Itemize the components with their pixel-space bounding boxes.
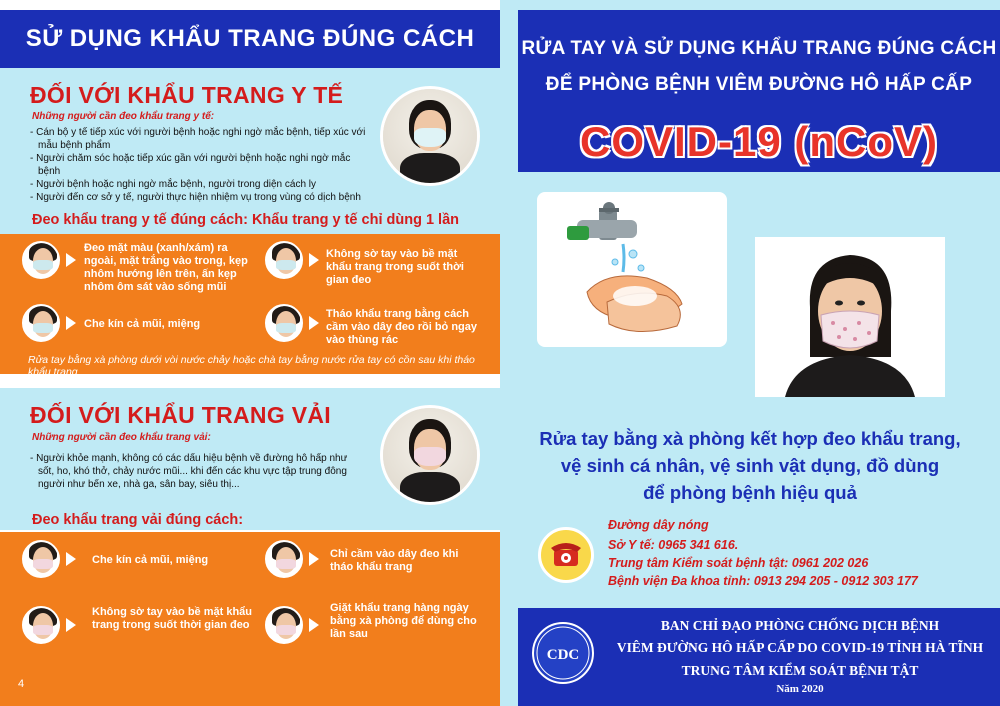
arrow-icon: [66, 552, 76, 566]
arrow-icon: [66, 253, 76, 267]
step-photo-icon: [22, 304, 60, 342]
medical-step-2: Không sờ tay vào bề mặt khẩu trang trong suốt thời gian đeo: [326, 248, 464, 286]
right-header: [518, 10, 1000, 172]
list-item: - Người bệnh hoặc nghi ngờ mắc bệnh, người trong diện cách ly: [30, 178, 375, 191]
step-photo-icon: [265, 540, 303, 578]
medical-step-4: Tháo khẩu trang bằng cách cầm vào dây đeo rồi bỏ ngay vào thùng rác: [326, 308, 477, 346]
right-title-line1: RỬA TAY VÀ SỬ DỤNG KHẨU TRANG ĐÚNG CÁCH: [521, 38, 997, 59]
cloth-who-list: [30, 452, 365, 491]
step-photo-icon: [265, 304, 303, 342]
cloth-step-3: Không sờ tay vào bề mặt khẩu trang trong suốt thời gian đeo: [92, 606, 253, 631]
medical-step-1: Đeo mặt màu (xanh/xám) ra ngoài, mặt trắng vào trong, kẹp nhôm hướng lên trên, ấn kẹp nhôm ôm sát vào sống mũi: [84, 242, 248, 293]
step-photo-icon: [22, 540, 60, 578]
arrow-icon: [66, 618, 76, 632]
wash-note: Rửa tay bằng xà phòng dưới vòi nước chảy hoặc chà tay bằng nước rửa tay có cồn sau khi tháo khẩu trang: [28, 354, 475, 378]
slogan-line-3: để phòng bệnh hiệu quả: [643, 482, 857, 503]
hotline-health-dept: Sở Y tế: 0965 341 616.: [608, 538, 739, 552]
list-item: - Người chăm sóc hoặc tiếp xúc gần với người bệnh hoặc nghi ngờ mắc bệnh: [30, 152, 375, 178]
arrow-icon: [309, 552, 319, 566]
medical-who-label: Những người cần đeo khẩu trang y tế:: [32, 111, 215, 122]
cloth-heading: ĐỐI VỚI KHẨU TRANG VẢI: [30, 402, 331, 428]
medical-who-list: [30, 126, 375, 204]
footer-line-3: TRUNG TÂM KIỂM SOÁT BỆNH TẬT: [681, 663, 919, 678]
medical-step-3: Che kín cả mũi, miệng: [84, 318, 201, 330]
right-footer: [518, 608, 1000, 706]
covid-title: COVID-19 (nCoV): [579, 118, 938, 165]
hotline-label: Đường dây nóng: [608, 518, 709, 532]
list-item: - Người khỏe mạnh, không có các dấu hiệu bệnh về đường hô hấp như sốt, ho, khó thở, chảy nước mũi... khi đến các khu vực tập trung đông người như bến xe, nhà ga, sân bay, siêu thị...: [30, 452, 365, 491]
wash-hands-illustration: [537, 192, 727, 347]
medical-rule: Đeo khẩu trang y tế đúng cách: Khẩu trang y tế chỉ dùng 1 lần: [32, 212, 459, 228]
cloth-step-2: Chỉ cầm vào dây đeo khi tháo khẩu trang: [330, 548, 459, 573]
hotline-cdc: Trung tâm Kiểm soát bệnh tật: 0961 202 026: [608, 556, 869, 570]
medical-steps-panel: [0, 234, 500, 374]
right-title-line2: ĐỂ PHÒNG BỆNH VIÊM ĐƯỜNG HÔ HẤP CẤP: [545, 74, 973, 95]
step-photo-icon: [22, 241, 60, 279]
step-photo-icon: [265, 606, 303, 644]
arrow-icon: [309, 316, 319, 330]
slogan-line-1: Rửa tay bằng xà phòng kết hợp đeo khẩu trang,: [539, 428, 961, 449]
medical-mask-portrait: [380, 86, 480, 186]
telephone-icon: [538, 527, 594, 583]
step-photo-icon: [265, 241, 303, 279]
page-title: SỬ DỤNG KHẨU TRANG ĐÚNG CÁCH: [0, 10, 500, 68]
list-item: - Người đến cơ sở y tế, người thực hiện nhiệm vụ trong vùng có dịch bệnh: [30, 191, 375, 204]
footer-line-2: VIÊM ĐƯỜNG HÔ HẤP CẤP DO COVID-19 TỈNH HÀ TĨNH: [616, 640, 984, 655]
arrow-icon: [309, 253, 319, 267]
cloth-who-label: Những người cần đeo khẩu trang vải:: [32, 432, 211, 443]
cloth-rule: Đeo khẩu trang vải đúng cách:: [32, 512, 244, 528]
footer-year: Năm 2020: [776, 683, 824, 695]
right-page: [500, 0, 1000, 706]
mask-woman-photo: [755, 237, 945, 397]
cdc-logo-text: CDC: [546, 647, 580, 663]
medical-heading: ĐỐI VỚI KHẨU TRANG Y TẾ: [30, 82, 344, 108]
hotline-hospital: Bệnh viện Đa khoa tỉnh: 0913 294 205 - 0912 303 177: [608, 574, 918, 588]
cdc-logo: [532, 622, 594, 684]
arrow-icon: [309, 618, 319, 632]
arrow-icon: [66, 316, 76, 330]
footer-line-1: BAN CHỈ ĐẠO PHÒNG CHỐNG DỊCH BỆNH: [660, 618, 940, 633]
cloth-step-1: Che kín cả mũi, miệng: [92, 554, 209, 566]
list-item: - Cán bộ y tế tiếp xúc với người bệnh hoặc nghi ngờ mắc bệnh, tiếp xúc với mẫu bệnh phẩm: [30, 126, 375, 152]
step-photo-icon: [22, 606, 60, 644]
cloth-mask-portrait: [380, 405, 480, 505]
cloth-steps-panel: [0, 532, 500, 706]
cloth-step-4: Giặt khẩu trang hàng ngày bằng xà phòng để dùng cho lần sau: [330, 602, 477, 640]
page-number: 4: [18, 678, 25, 690]
slogan-line-2: vệ sinh cá nhân, vệ sinh vật dụng, đồ dùng: [560, 455, 940, 476]
